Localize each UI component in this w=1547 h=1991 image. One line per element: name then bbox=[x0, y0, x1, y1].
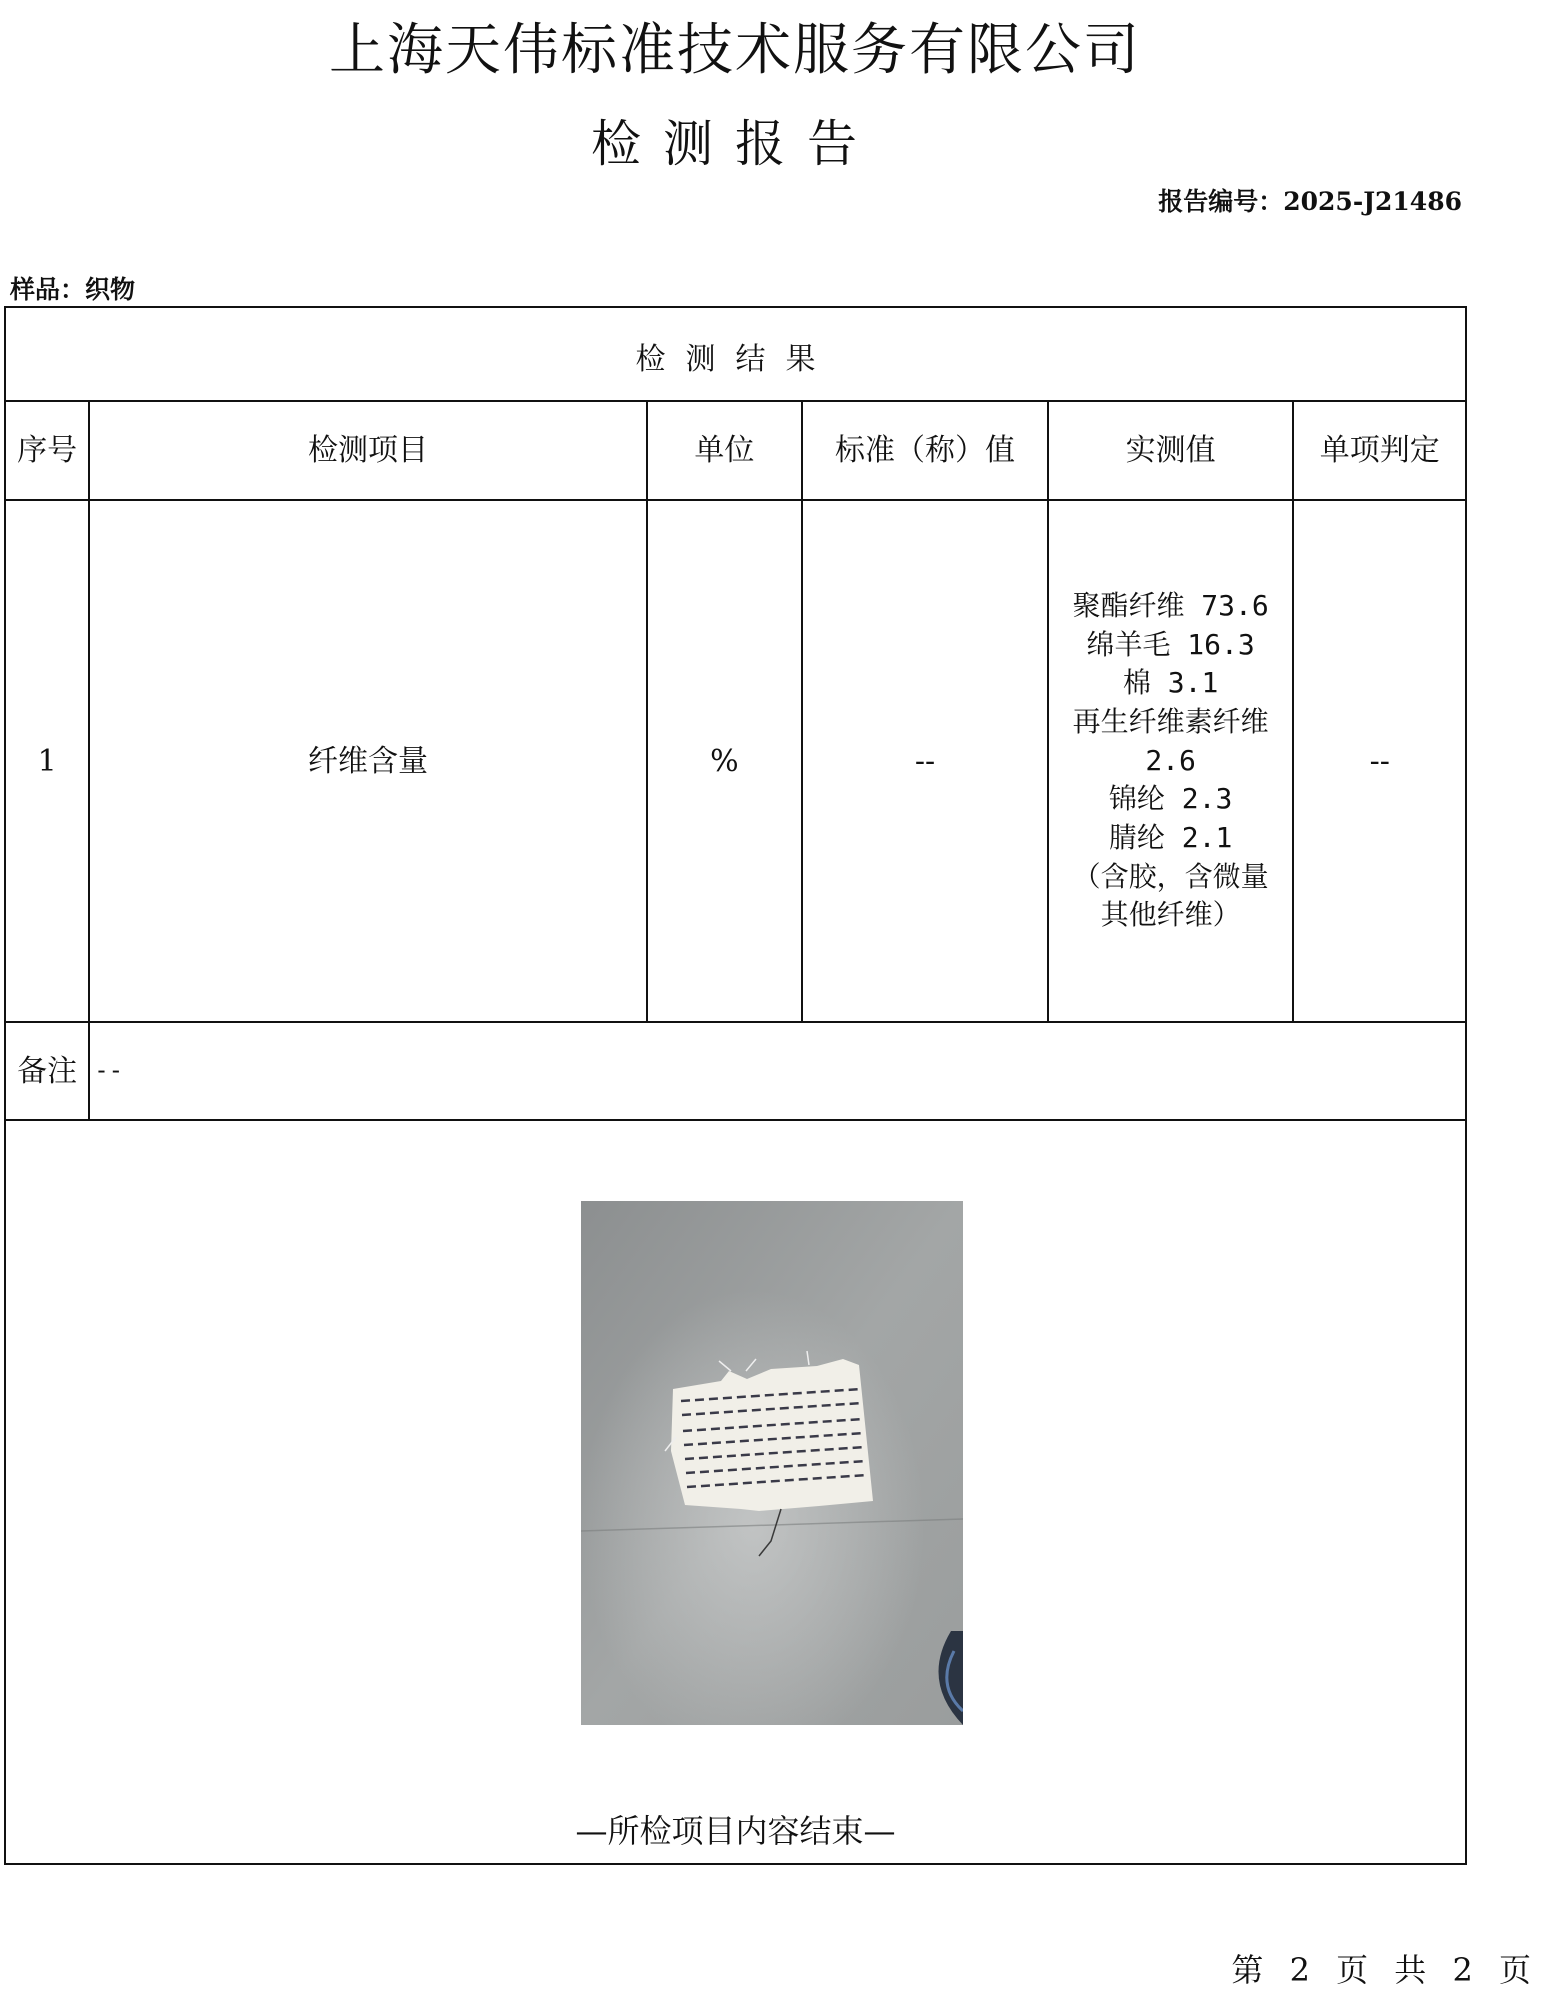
report-number-value: 2025-J21486 bbox=[1283, 187, 1462, 216]
report-number bbox=[1158, 182, 1462, 218]
column-header-measured: 实测值 bbox=[1048, 401, 1294, 500]
cell-standard: -- bbox=[802, 500, 1048, 1022]
table-row bbox=[5, 500, 1466, 1022]
column-header-judgement: 单项判定 bbox=[1293, 401, 1466, 500]
photo-cell bbox=[5, 1120, 1466, 1864]
column-header-item: 检测项目 bbox=[89, 401, 647, 500]
company-name: 上海天伟标准技术服务有限公司 bbox=[329, 18, 1141, 83]
results-section-title: 检测结果 bbox=[5, 307, 1466, 401]
measured-line: （含胶，含微量 bbox=[1072, 859, 1269, 893]
remark-row bbox=[5, 1022, 1466, 1120]
measured-line: 2.6 bbox=[1145, 743, 1196, 777]
cell-unit: % bbox=[647, 500, 802, 1022]
column-header-unit: 单位 bbox=[647, 401, 802, 500]
cell-item: 纤维含量 bbox=[89, 500, 647, 1022]
measured-line: 再生纤维素纤维 bbox=[1072, 705, 1269, 739]
cell-seq: 1 bbox=[5, 500, 89, 1022]
measured-line: 腈纶 2.1 bbox=[1108, 820, 1233, 854]
sample-label: 样品： bbox=[10, 275, 86, 304]
column-header-seq: 序号 bbox=[5, 401, 89, 500]
table-header-row bbox=[5, 401, 1466, 500]
document-title: 检测报告 bbox=[591, 115, 879, 173]
page-number: 第 2 页 共 2 页 bbox=[1231, 1951, 1539, 1989]
sample-value: 织物 bbox=[85, 275, 136, 304]
results-table bbox=[4, 306, 1467, 1865]
report-number-label: 报告编号： bbox=[1158, 187, 1284, 216]
photo-row bbox=[5, 1120, 1466, 1864]
measured-line: 其他纤维） bbox=[1100, 898, 1241, 932]
measured-line: 棉 3.1 bbox=[1122, 666, 1219, 700]
sample-photo bbox=[581, 1201, 963, 1725]
measured-line: 聚酯纤维 73.6 bbox=[1072, 589, 1269, 623]
measured-line: 绵羊毛 16.3 bbox=[1086, 627, 1255, 661]
remark-value: -- bbox=[89, 1022, 1466, 1120]
column-header-standard: 标准（称）值 bbox=[802, 401, 1048, 500]
remark-label: 备注 bbox=[5, 1022, 89, 1120]
sample-info bbox=[10, 270, 135, 306]
end-note: —所检项目内容结束— bbox=[575, 1812, 896, 1851]
cell-judgement: -- bbox=[1293, 500, 1466, 1022]
measured-line: 锦纶 2.3 bbox=[1108, 782, 1233, 816]
cell-measured bbox=[1048, 500, 1294, 1022]
